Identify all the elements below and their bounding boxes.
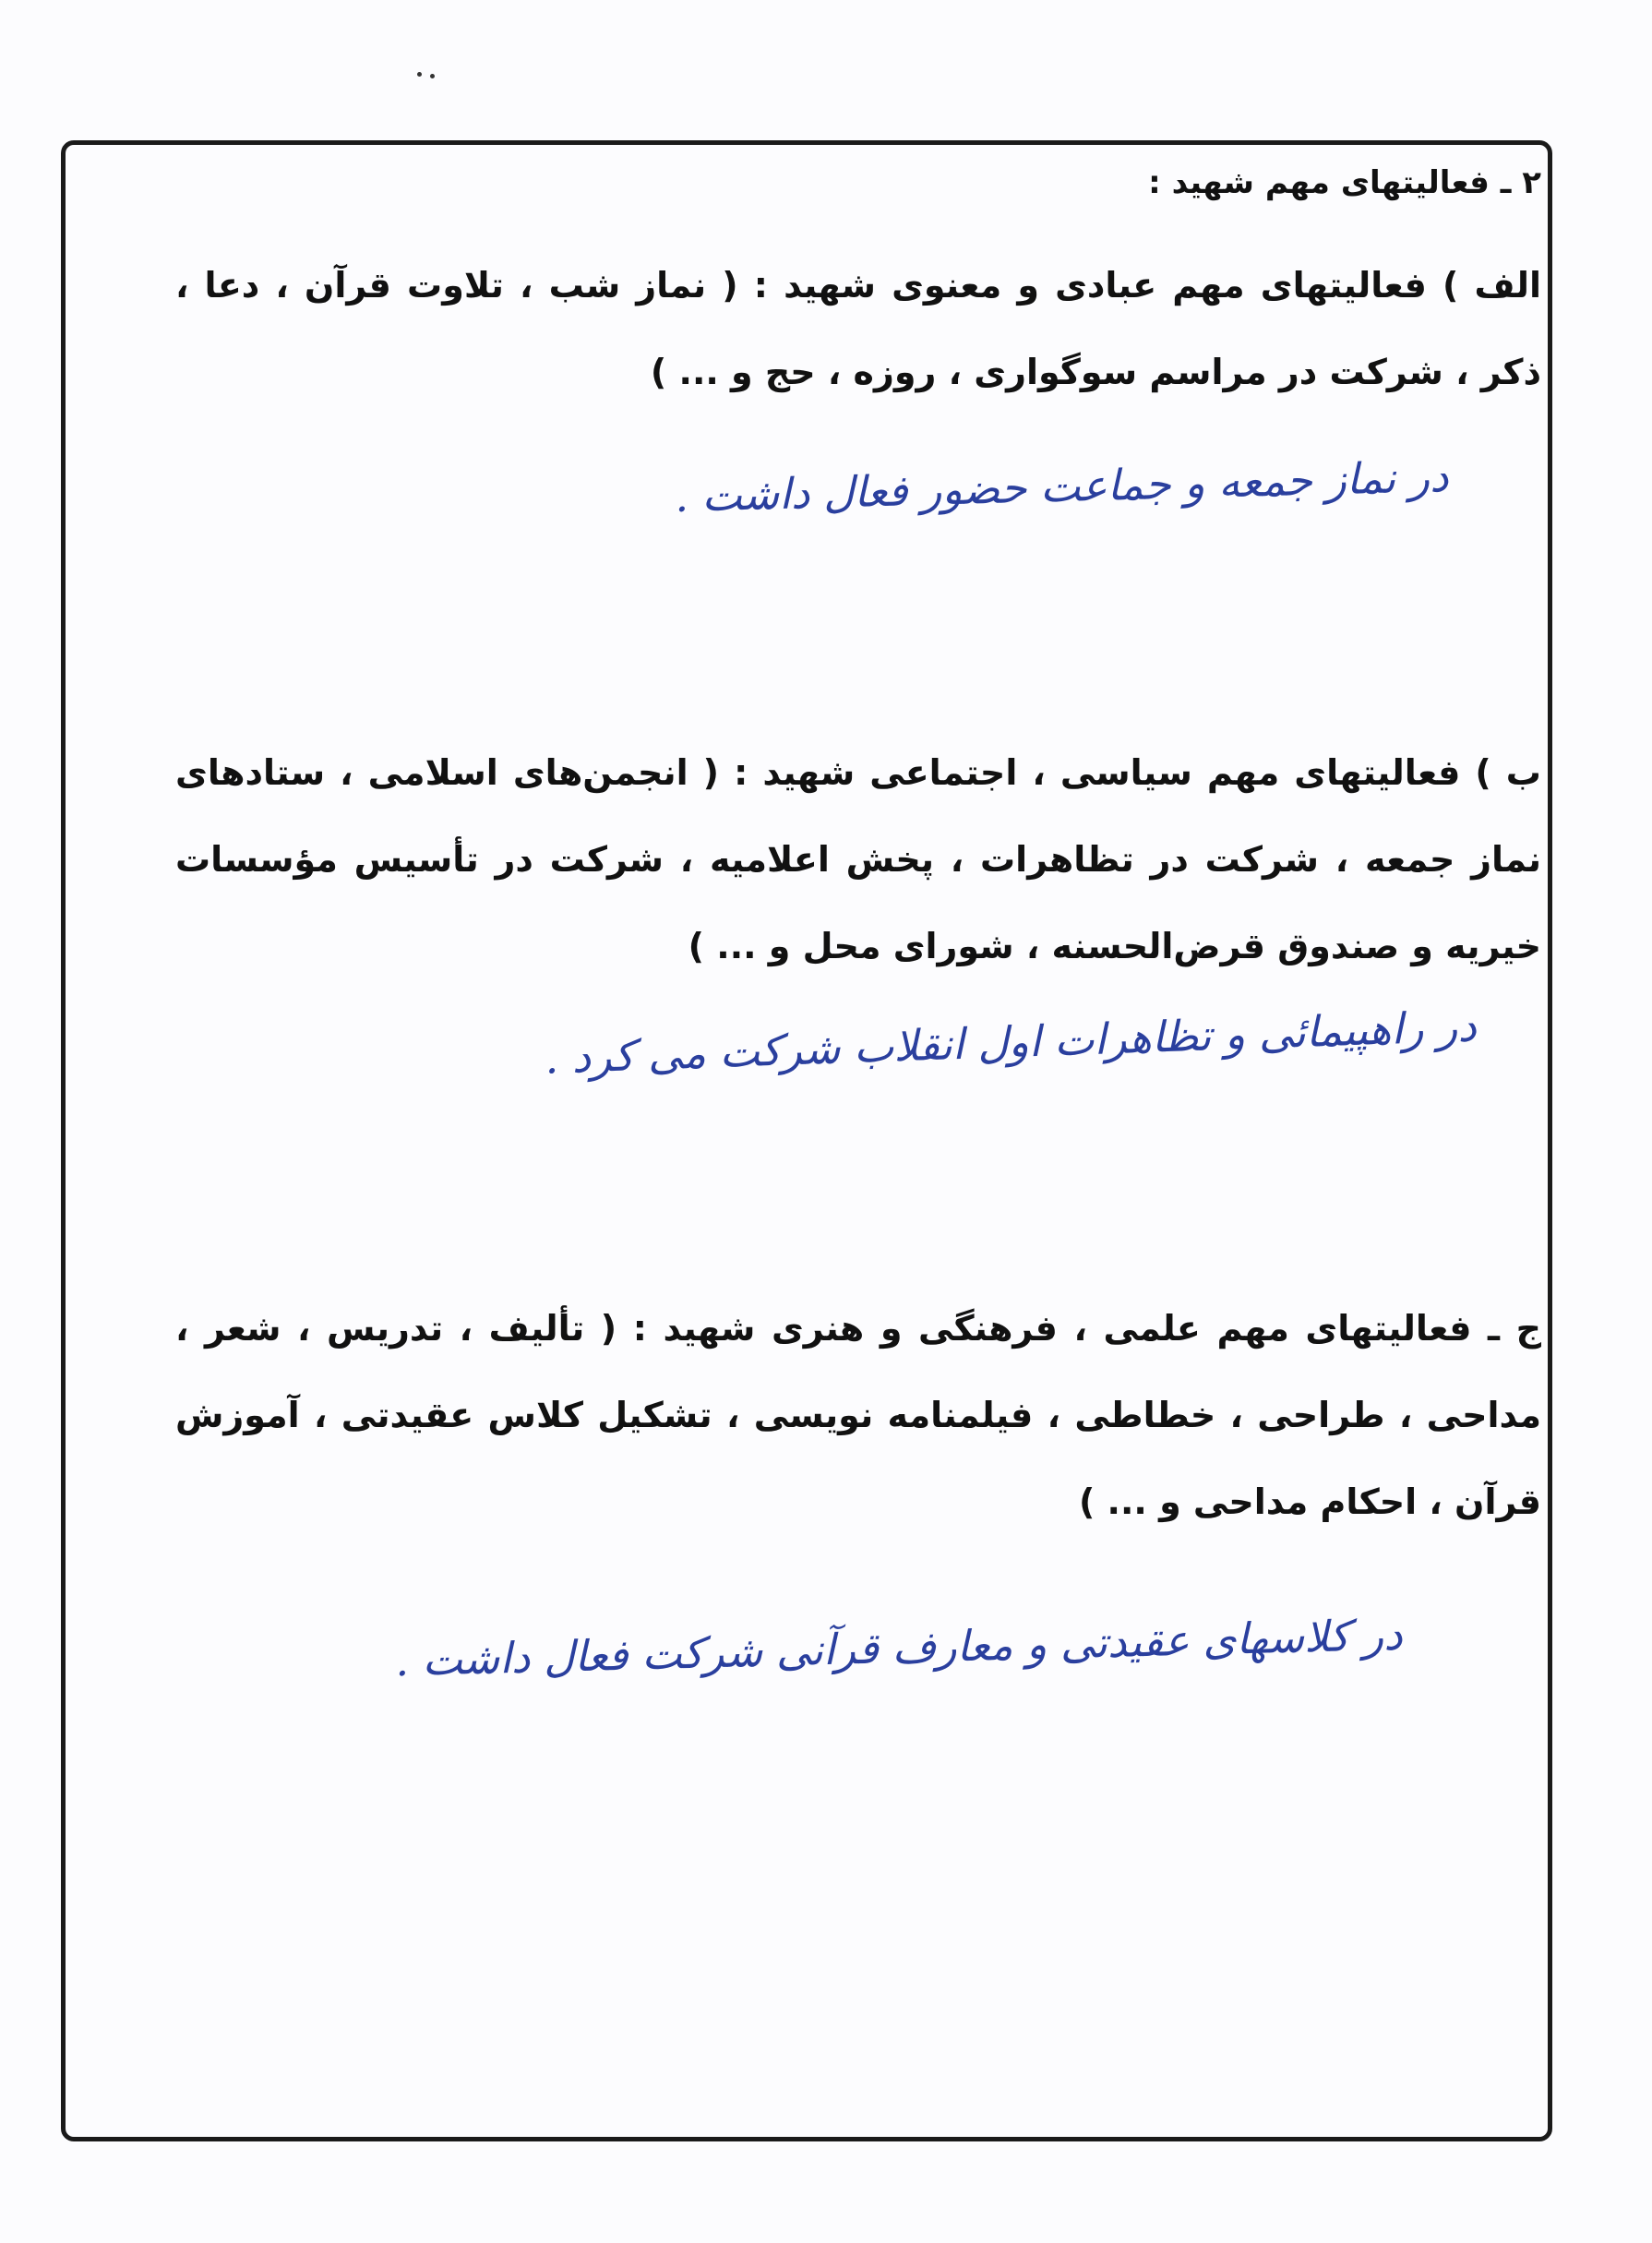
handwritten-answer-a: در نماز جمعه و جماعت حضور فعال داشت .: [674, 451, 1450, 522]
page-border-frame: [61, 140, 1552, 2141]
handwritten-answer-c: در کلاسهای عقیدتی و معارف قرآنی شرکت فعال داشت .: [394, 1609, 1404, 1686]
question-c-text: ج ـ فعالیتهای مهم علمی ، فرهنگی و هنری شهید : ( تألیف ، تدریس ، شعر ، مداحی ، طراحی ، خطاطی ، فیلمنامه نویسی ، تشکیل کلاس عقیدتی ، آموزش قرآن ، احکام مداحی و ... ): [175, 1308, 1541, 1522]
scan-speck: [430, 74, 435, 78]
question-a-text: الف ) فعالیتهای مهم عبادی و معنوی شهید : ( نماز شب ، تلاوت قرآن ، دعا ، ذکر ، شرکت در مراسم سوگواری ، روزه ، حج و ... ): [175, 265, 1541, 392]
handwritten-answer-b: در راهپیمائی و تظاهرات اول انقلاب شرکت می کرد .: [544, 1001, 1478, 1084]
question-b-text: ب ) فعالیتهای مهم سیاسی ، اجتماعی شهید : ( انجمن‌های اسلامی ، ستادهای نماز جمعه ، شرکت در تظاهرات ، پخش اعلامیه ، شرکت در تأسیس مؤسسات خیریه و صندوق قرض‌الحسنه ، شورای محل و ... ): [175, 752, 1541, 966]
section-heading: ۲ ـ فعالیتهای مهم شهید :: [1148, 164, 1541, 201]
scan-speck: [417, 72, 422, 77]
